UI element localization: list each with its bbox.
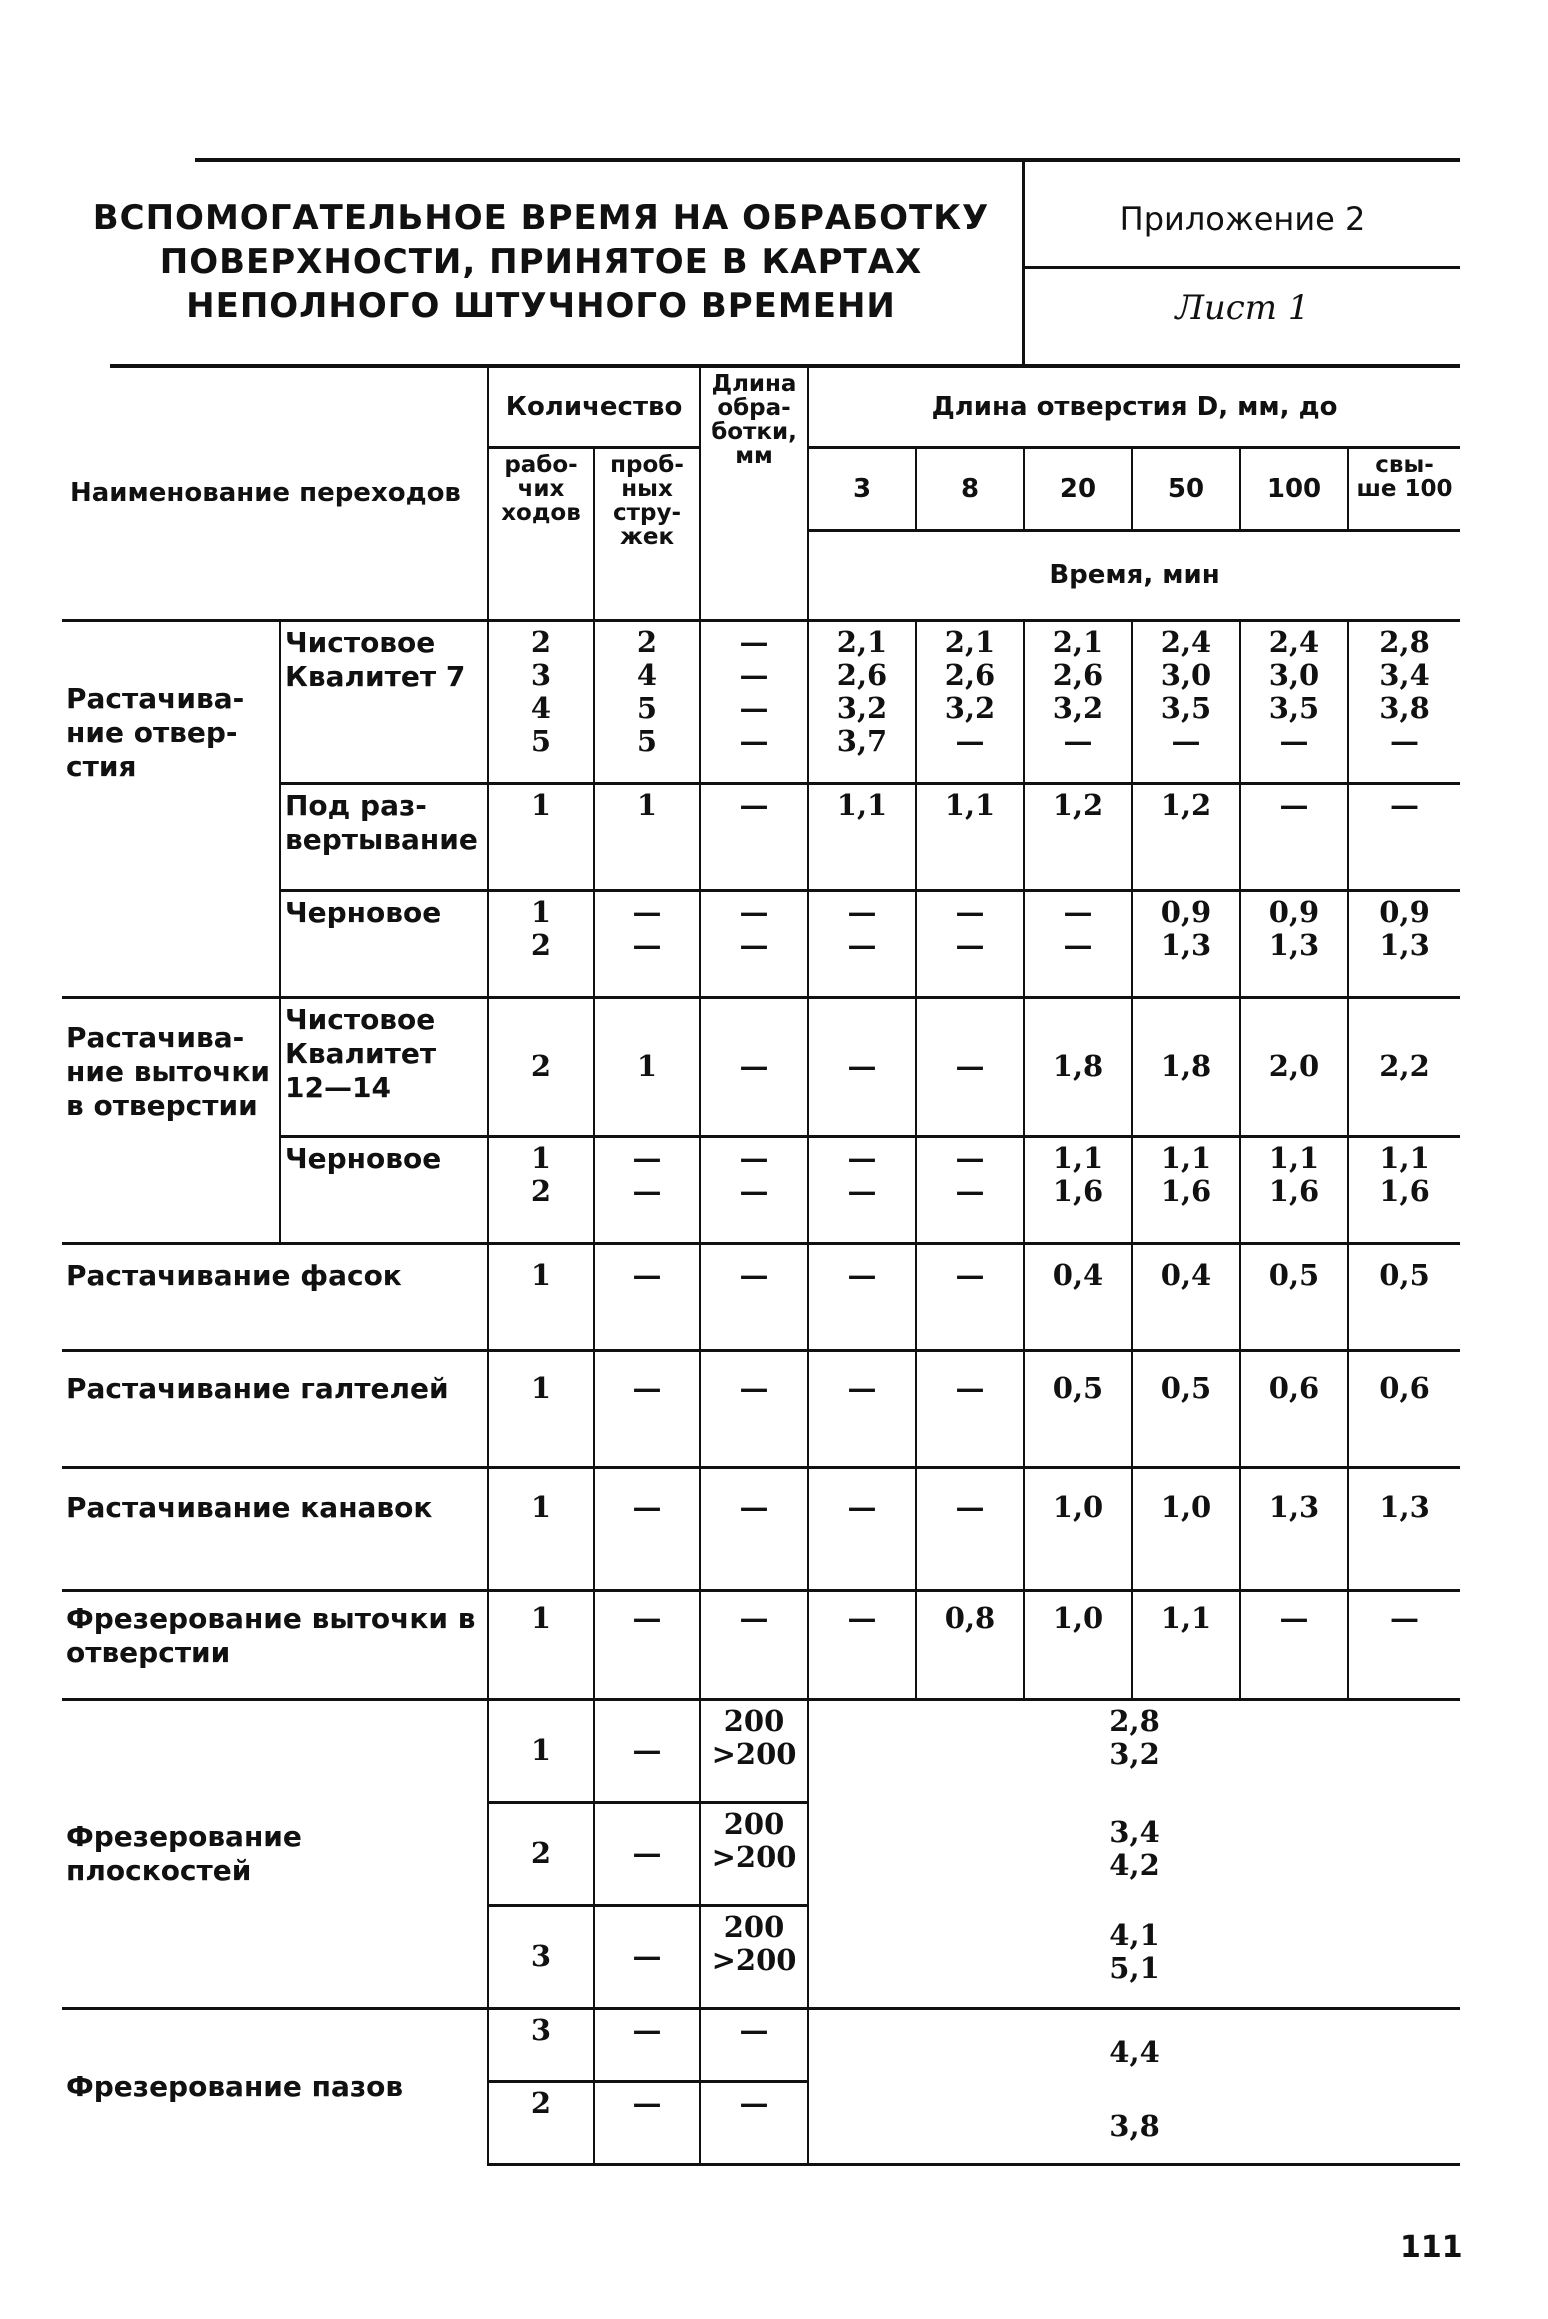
cell-time: 1,1 1,6 — [1240, 1136, 1348, 1243]
page-number: 111 — [1400, 2230, 1463, 2265]
cell-chips: — — [594, 1590, 700, 1699]
cell-chips: — — [594, 1905, 700, 2008]
cell-time: — — [916, 997, 1024, 1136]
cell-time: 0,9 1,3 — [1348, 890, 1460, 997]
cell-time: 0,9 1,3 — [1240, 890, 1348, 997]
header-row-1 — [62, 368, 1460, 448]
cell-chips: — — [594, 1802, 700, 1905]
cell-time-merged: 4,4 — [808, 2008, 1460, 2081]
cell-chips: — — [594, 1350, 700, 1467]
cell-time: — — — [808, 890, 916, 997]
cell-time: 2,1 2,6 3,2 — — [1024, 620, 1132, 783]
col-quantity-header: Количество — [488, 368, 700, 448]
cell-passes: 3 — [488, 1905, 594, 2008]
row-chamfers-name: Растачивание фасок — [62, 1243, 488, 1350]
cell-length: 200 >200 — [700, 1699, 808, 1802]
table-row — [62, 2008, 1460, 2081]
header-mid-rule — [1025, 266, 1460, 269]
cell-time: — — [808, 1467, 916, 1590]
table-row — [62, 997, 1460, 1136]
cell-length: — — — — — [700, 620, 808, 783]
cell-length: — — [700, 783, 808, 890]
cell-length: — — [700, 1243, 808, 1350]
cell-passes: 1 — [488, 1350, 594, 1467]
cell-chips: — — [594, 1699, 700, 1802]
cell-time: 0,4 — [1024, 1243, 1132, 1350]
cell-time: 0,4 — [1132, 1243, 1240, 1350]
cell-length: — — [700, 1590, 808, 1699]
cell-passes: 1 — [488, 1243, 594, 1350]
table-row — [62, 1699, 1460, 1802]
cell-time: 0,5 — [1024, 1350, 1132, 1467]
row-sub-name: Под раз- вертывание — [280, 783, 488, 890]
row-sub-name: Чистовое Квалитет 7 — [280, 620, 488, 783]
col-d-50: 50 — [1132, 448, 1240, 531]
row-slots-name: Растачивание канавок — [62, 1467, 488, 1590]
table-row — [62, 1467, 1460, 1590]
document-title: ВСПОМОГАТЕЛЬНОЕ ВРЕМЯ НА ОБРАБОТКУ ПОВЕРХНОСТИ, ПРИНЯТОЕ В КАРТАХ НЕПОЛНОГО ШТУЧНОГО ВРЕМЕНИ — [92, 198, 990, 326]
cell-passes: 2 — [488, 2081, 594, 2164]
row-sub-name: Чистовое Квалитет 12—14 — [280, 997, 488, 1136]
cell-time: 1,1 1,6 — [1348, 1136, 1460, 1243]
cell-passes: 2 3 4 5 — [488, 620, 594, 783]
appendix-label: Приложение 2 — [1119, 200, 1366, 238]
header-top-rule — [195, 158, 1460, 162]
row-mill-groove-name: Фрезерование выточки в отверстии — [62, 1590, 488, 1699]
table-row — [62, 1350, 1460, 1467]
cell-passes: 1 2 — [488, 1136, 594, 1243]
cell-passes: 1 — [488, 783, 594, 890]
cell-time: — — [916, 1350, 1024, 1467]
cell-time: 1,2 — [1132, 783, 1240, 890]
cell-passes: 1 — [488, 1699, 594, 1802]
cell-time: 2,0 — [1240, 997, 1348, 1136]
cell-chips: — — — [594, 1136, 700, 1243]
cell-time: — — — [808, 1136, 916, 1243]
cell-time-merged: 3,4 4,2 — [808, 1802, 1460, 1905]
col-d-100: 100 — [1240, 448, 1348, 531]
cell-passes: 2 — [488, 1802, 594, 1905]
col-diameter-header: Длина отверстия D, мм, до — [808, 368, 1460, 448]
cell-time: 2,1 2,6 3,2 3,7 — [808, 620, 916, 783]
cell-passes: 1 — [488, 1590, 594, 1699]
col-d-over-100: свы- ше 100 — [1348, 448, 1460, 531]
cell-time: 1,0 — [1132, 1467, 1240, 1590]
cell-time: 0,6 — [1348, 1350, 1460, 1467]
cell-passes: 1 2 — [488, 890, 594, 997]
cell-time: — — [916, 1243, 1024, 1350]
cell-time: 1,1 — [916, 783, 1024, 890]
col-length-header-filler — [700, 531, 808, 621]
row-boring-holes-name: Растачива- ние отвер- стия — [62, 620, 280, 997]
col-passes-header: рабо- чих ходов — [488, 448, 594, 621]
cell-time: 1,1 — [1132, 1590, 1240, 1699]
cell-length: — — [700, 2081, 808, 2164]
cell-time: — — [1348, 1590, 1460, 1699]
cell-length: — — — [700, 890, 808, 997]
row-sub-name: Черновое — [280, 890, 488, 997]
row-mill-planes-name: Фрезерование плоскостей — [62, 1699, 488, 2008]
cell-chips: — — [594, 2081, 700, 2164]
cell-passes: 1 — [488, 1467, 594, 1590]
row-fillets-name: Растачивание галтелей — [62, 1350, 488, 1467]
col-chips-header: проб- ных стру- жек — [594, 448, 700, 621]
col-d-8: 8 — [916, 448, 1024, 531]
cell-time: 1,3 — [1348, 1467, 1460, 1590]
cell-chips: — — — [594, 890, 700, 997]
cell-time: — — [808, 997, 916, 1136]
cell-time: 0,6 — [1240, 1350, 1348, 1467]
cell-time: 0,5 — [1348, 1243, 1460, 1350]
table-row — [62, 620, 1460, 783]
cell-time-merged: 4,1 5,1 — [808, 1905, 1460, 2008]
cell-length: — — [700, 1467, 808, 1590]
document-header — [60, 158, 1460, 368]
cell-chips: 1 — [594, 783, 700, 890]
col-length-header: Длина обра- ботки, мм — [700, 368, 808, 531]
cell-time: — — [1348, 783, 1460, 890]
cell-time-merged: 2,8 3,2 — [808, 1699, 1460, 1802]
aux-time-table — [62, 368, 1460, 2166]
cell-time: — — [1240, 783, 1348, 890]
cell-time: 0,5 — [1132, 1350, 1240, 1467]
cell-time: 2,4 3,0 3,5 — — [1132, 620, 1240, 783]
cell-time: — — — [916, 890, 1024, 997]
cell-time: 0,5 — [1240, 1243, 1348, 1350]
cell-time: 0,9 1,3 — [1132, 890, 1240, 997]
table-row — [62, 1243, 1460, 1350]
cell-chips: — — [594, 1467, 700, 1590]
cell-time: — — [808, 1243, 916, 1350]
cell-length: 200 >200 — [700, 1802, 808, 1905]
cell-length: — — [700, 997, 808, 1136]
cell-time: 1,1 — [808, 783, 916, 890]
cell-time: — — — [916, 1136, 1024, 1243]
cell-length: — — [700, 1350, 808, 1467]
cell-time: — — [1240, 1590, 1348, 1699]
cell-time: 1,1 1,6 — [1132, 1136, 1240, 1243]
row-boring-groove-name: Растачива- ние выточки в отверстии — [62, 997, 280, 1243]
cell-time-merged: 3,8 — [808, 2081, 1460, 2164]
cell-length: — — [700, 2008, 808, 2081]
cell-time: — — [808, 1590, 916, 1699]
cell-passes: 3 — [488, 2008, 594, 2081]
cell-time: 1,1 1,6 — [1024, 1136, 1132, 1243]
cell-time: 1,8 — [1132, 997, 1240, 1136]
cell-chips: 1 — [594, 997, 700, 1136]
cell-chips: — — [594, 2008, 700, 2081]
header-divider — [1022, 158, 1025, 368]
cell-time: 2,2 — [1348, 997, 1460, 1136]
cell-time: — — — [1024, 890, 1132, 997]
cell-time: 2,4 3,0 3,5 — — [1240, 620, 1348, 783]
cell-chips: 2 4 5 5 — [594, 620, 700, 783]
cell-time: — — [808, 1350, 916, 1467]
cell-length: 200 >200 — [700, 1905, 808, 2008]
cell-time: 1,0 — [1024, 1467, 1132, 1590]
cell-chips: — — [594, 1243, 700, 1350]
table-row — [62, 1590, 1460, 1699]
sheet-label: Лист 1 — [1175, 288, 1310, 328]
cell-time: 1,0 — [1024, 1590, 1132, 1699]
col-d-3: 3 — [808, 448, 916, 531]
cell-time: 0,8 — [916, 1590, 1024, 1699]
col-time-header: Время, мин — [808, 531, 1460, 621]
cell-time: 2,1 2,6 3,2 — — [916, 620, 1024, 783]
cell-length: — — — [700, 1136, 808, 1243]
cell-time: 1,3 — [1240, 1467, 1348, 1590]
cell-time: 1,2 — [1024, 783, 1132, 890]
col-name-header: Наименование переходов — [70, 478, 461, 509]
cell-time: — — [916, 1467, 1024, 1590]
row-mill-slots-name: Фрезерование пазов — [62, 2008, 488, 2164]
cell-time: 2,8 3,4 3,8 — — [1348, 620, 1460, 783]
row-sub-name: Черновое — [280, 1136, 488, 1243]
cell-passes: 2 — [488, 997, 594, 1136]
cell-time: 1,8 — [1024, 997, 1132, 1136]
col-d-20: 20 — [1024, 448, 1132, 531]
